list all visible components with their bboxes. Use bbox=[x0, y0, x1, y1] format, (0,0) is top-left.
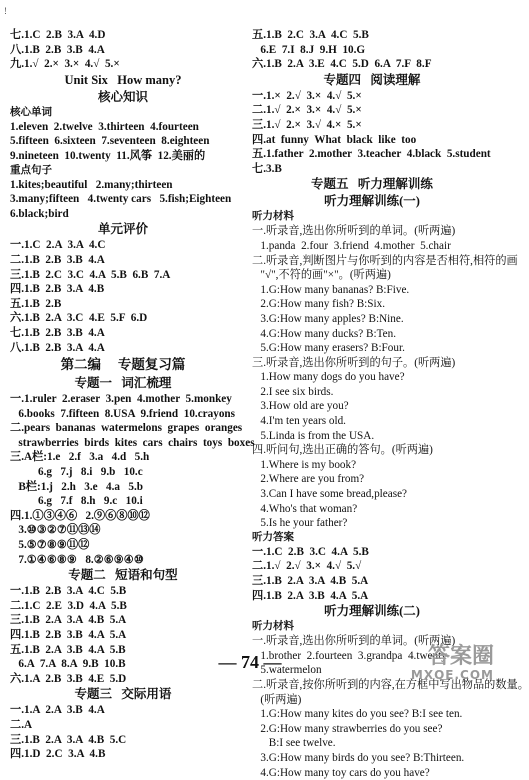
part-heading: 第二编 专题复习篇 bbox=[60, 357, 186, 373]
listening-text-line: 1.G:How many bananas? B:Five. bbox=[252, 283, 410, 296]
answer-line: 七.1.B 2.B 3.B 4.A bbox=[10, 326, 105, 339]
subsection-label: 听力材料 bbox=[252, 621, 294, 633]
answer-line: 5.⑤⑦⑧⑨⑪⑫ bbox=[10, 539, 90, 552]
listening-text-line: 3.G:How many birds do you see? B:Thirteen. bbox=[252, 751, 465, 764]
listening-text-line: 三.听录音,选出你所听到的句子。(听两遍) bbox=[252, 356, 456, 369]
answer-line: 7.①④⑥⑧⑨ 8.②⑥⑨④⑩ bbox=[10, 553, 144, 566]
listening-text-line: 3.How old are you? bbox=[252, 400, 349, 413]
answer-line: 3.many;fifteen 4.twenty cars 5.fish;Eighteen bbox=[10, 193, 232, 206]
listening-text-line: 3.Can I have some bread,please? bbox=[252, 488, 408, 501]
answer-line: 七.3.B bbox=[252, 162, 282, 175]
answer-line: 一.1.A 2.A 3.B 4.A bbox=[10, 704, 105, 717]
watermark-url: MXQE.COM bbox=[410, 668, 494, 682]
answer-line: 1.eleven 2.twelve 3.thirteen 4.fourteen bbox=[10, 120, 199, 133]
answer-line: 五.1.father 2.mother 3.teacher 4.black 5.student bbox=[252, 148, 491, 161]
section-heading: 专题二 短语和句型 bbox=[68, 568, 178, 583]
page-number: — 74 — bbox=[218, 652, 282, 672]
section-heading: 专题五 听力理解训练 bbox=[311, 177, 433, 192]
answer-line: 6.A 7.A 8.A 9.B 10.B bbox=[10, 658, 126, 671]
section-heading: 听力理解训练(二) bbox=[324, 604, 420, 619]
listening-text-line: 4.Who's that woman? bbox=[252, 502, 358, 515]
listening-text-line: 5.G:How many erasers? B:Four. bbox=[252, 342, 405, 355]
listening-text-line: 1.brother 2.fourteen 3.grandpa 4.twenty bbox=[252, 649, 447, 662]
listening-text-line: (听两遍) bbox=[252, 693, 302, 706]
answer-line: 6.g 7.j 8.i 9.b 10.c bbox=[10, 466, 143, 479]
answer-line: 五.1.B 2.C 3.A 4.C 5.B bbox=[252, 29, 369, 41]
answer-line: 五.1.B 2.A 3.B 4.A 5.B bbox=[10, 643, 126, 656]
section-heading: 专题四 阅读理解 bbox=[323, 72, 421, 87]
section-heading: 核心知识 bbox=[97, 89, 148, 104]
answer-line: 6.books 7.fifteen 8.USA 9.friend 10.crayons bbox=[10, 407, 235, 420]
answer-line: 一.1.B 2.B 3.A 4.C 5.B bbox=[10, 585, 127, 598]
answer-line: 一.1.ruler 2.eraser 3.pen 4.mother 5.monkey bbox=[10, 393, 232, 406]
answer-line: strawberries birds kites cars chairs toys boxes bbox=[10, 436, 255, 449]
answer-line: 1.kites;beautiful 2.many;thirteen bbox=[10, 178, 173, 191]
answer-line: 六.1.A 2.B 3.B 4.E 5.D bbox=[10, 672, 127, 685]
answer-line: 6.E 7.I 8.J 9.H 10.G bbox=[252, 43, 366, 56]
answer-line: 二.1.√ 2.√ 3.× 4.√ 5.√ bbox=[252, 560, 362, 573]
listening-text-line: 2.Where are you from? bbox=[252, 473, 365, 486]
answer-line: 三.1.√ 2.× 3.√ 4.× 5.× bbox=[252, 118, 362, 131]
listening-text-line: 2.G:How many fish? B:Six. bbox=[252, 298, 386, 311]
listening-text-line: B:I see twelve. bbox=[252, 737, 336, 750]
answer-line: 三.1.B 2.A 3.A 4.B 5.C bbox=[10, 733, 127, 746]
section-heading: Unit Six How many? bbox=[64, 72, 182, 87]
section-heading: 单元评价 bbox=[97, 222, 148, 237]
answer-line: 四.1.①③④⑥ 2.⑨⑥⑧⑩⑫ bbox=[10, 509, 150, 522]
answer-line: 九.1.√ 2.× 3.× 4.√ 5.× bbox=[10, 58, 120, 71]
section-heading: 听力理解训练(一) bbox=[324, 194, 420, 209]
answer-line: 七.1.C 2.B 3.A 4.D bbox=[10, 29, 106, 41]
answer-line: 三.A栏:1.e 2.f 3.a 4.d 5.h bbox=[10, 451, 150, 464]
answer-line: 9.nineteen 10.twenty 11.风筝 12.美丽的 bbox=[10, 149, 206, 162]
listening-text-line: 4.G:How many toy cars do you have? bbox=[252, 766, 430, 779]
answer-line: 二.1.B 2.B 3.B 4.A bbox=[10, 253, 105, 266]
listening-text-line: 1.G:How many kites do you see? B:I see ten. bbox=[252, 708, 463, 721]
listening-text-line: 2.I see six birds. bbox=[252, 385, 334, 398]
answer-line: 一.1.C 2.A 3.A 4.C bbox=[10, 239, 106, 252]
answer-line: 5.fifteen 6.sixteen 7.seventeen 8.eighteen bbox=[10, 135, 210, 148]
listening-text-line: 3.G:How many apples? B:Nine. bbox=[252, 312, 404, 325]
listening-text-line: 二.听录音,判断图片与你听到的内容是否相符,相符的画 bbox=[252, 254, 518, 267]
answer-line: 四.1.D 2.C 3.A 4.B bbox=[10, 748, 106, 761]
listening-text-line: 一.听录音,选出你所听到的单词。(听两遍) bbox=[252, 635, 456, 648]
answer-line: 3.⑩③②⑦⑪⑬⑭ bbox=[10, 524, 101, 537]
subsection-label: 听力材料 bbox=[252, 211, 294, 223]
answer-line: 6.g 7.f 8.h 9.c 10.i bbox=[10, 495, 143, 508]
answer-line: 六.1.B 2.A 3.E 4.C 5.D 6.A 7.F 8.F bbox=[252, 58, 432, 71]
answer-line: 6.black;bird bbox=[10, 207, 69, 220]
listening-text-line: 一.听录音,选出你所听到的单词。(听两遍) bbox=[252, 225, 456, 238]
subsection-label: 重点句子 bbox=[10, 164, 52, 176]
listening-text-line: 5.Is he your father? bbox=[252, 517, 348, 530]
answer-line: 二.1.√ 2.× 3.× 4.√ 5.× bbox=[252, 104, 362, 117]
listening-text-line: 4.I'm ten years old. bbox=[252, 415, 346, 428]
listening-text-line: 1.panda 2.four 3.friend 4.mother 5.chair bbox=[252, 239, 451, 252]
listening-text-line: 2.G:How many strawberries do you see? bbox=[252, 722, 443, 735]
answer-line: 二.pears bananas watermelons grapes oranges bbox=[10, 422, 243, 435]
answer-line: 五.1.B 2.B bbox=[10, 297, 62, 310]
answer-line: 六.1.B 2.A 3.C 4.E 5.F 6.D bbox=[10, 312, 148, 325]
answer-line: 四.at funny What black like too bbox=[252, 133, 417, 146]
answer-line: 八.1.B 2.B 3.B 4.A bbox=[10, 43, 105, 56]
listening-text-line: 二.听录音,按你所听到的内容,在方框中写出物品的数量。 bbox=[252, 678, 529, 691]
subsection-label: 核心单词 bbox=[10, 106, 52, 118]
listening-text-line: 四.听问句,选出正确的答句。(听两遍) bbox=[252, 444, 433, 457]
answer-line: 二.1.C 2.E 3.D 4.A 5.B bbox=[10, 599, 127, 612]
watermark-logo bbox=[411, 646, 494, 682]
subsection-label: 听力答案 bbox=[252, 531, 294, 543]
answer-line: 四.1.B 2.B 3.A 4.B bbox=[10, 283, 105, 296]
listening-text-line: 1.How many dogs do you have? bbox=[252, 371, 405, 384]
answer-line: 三.1.B 2.A 3.A 4.B 5.A bbox=[252, 575, 369, 587]
listening-text-line: 1.Where is my book? bbox=[252, 458, 357, 471]
section-heading: 专题一 词汇梳理 bbox=[74, 376, 172, 391]
answer-line: 三.1.B 2.C 3.C 4.A 5.B 6.B 7.A bbox=[10, 268, 171, 281]
answer-line: 一.1.× 2.√ 3.× 4.√ 5.× bbox=[252, 89, 362, 102]
listening-text-line: 5.Linda is from the USA. bbox=[252, 429, 375, 442]
answer-line: 二.A bbox=[10, 718, 33, 731]
watermark-mark: 答案圈 bbox=[427, 644, 494, 669]
answer-line: 四.1.B 2.B 3.B 4.A 5.A bbox=[10, 629, 127, 641]
answer-line: B栏:1.j 2.h 3.e 4.a 5.b bbox=[10, 480, 144, 493]
listening-text-line: 4.G:How many ducks? B:Ten. bbox=[252, 327, 397, 340]
listening-text-line: 5.watermelon bbox=[252, 664, 322, 677]
corner-mark: ! bbox=[4, 6, 7, 16]
answer-line: 一.1.C 2.B 3.C 4.A 5.B bbox=[252, 545, 369, 558]
answer-line: 三.1.B 2.A 3.A 4.B 5.A bbox=[10, 614, 127, 627]
answer-line: 八.1.B 2.B 3.A 4.A bbox=[10, 341, 105, 354]
section-heading: 专题三 交际用语 bbox=[74, 687, 172, 702]
answer-line: 四.1.B 2.A 3.B 4.A 5.A bbox=[252, 589, 369, 602]
listening-text-line: "√",不符的画"×"。(听两遍) bbox=[252, 269, 391, 282]
